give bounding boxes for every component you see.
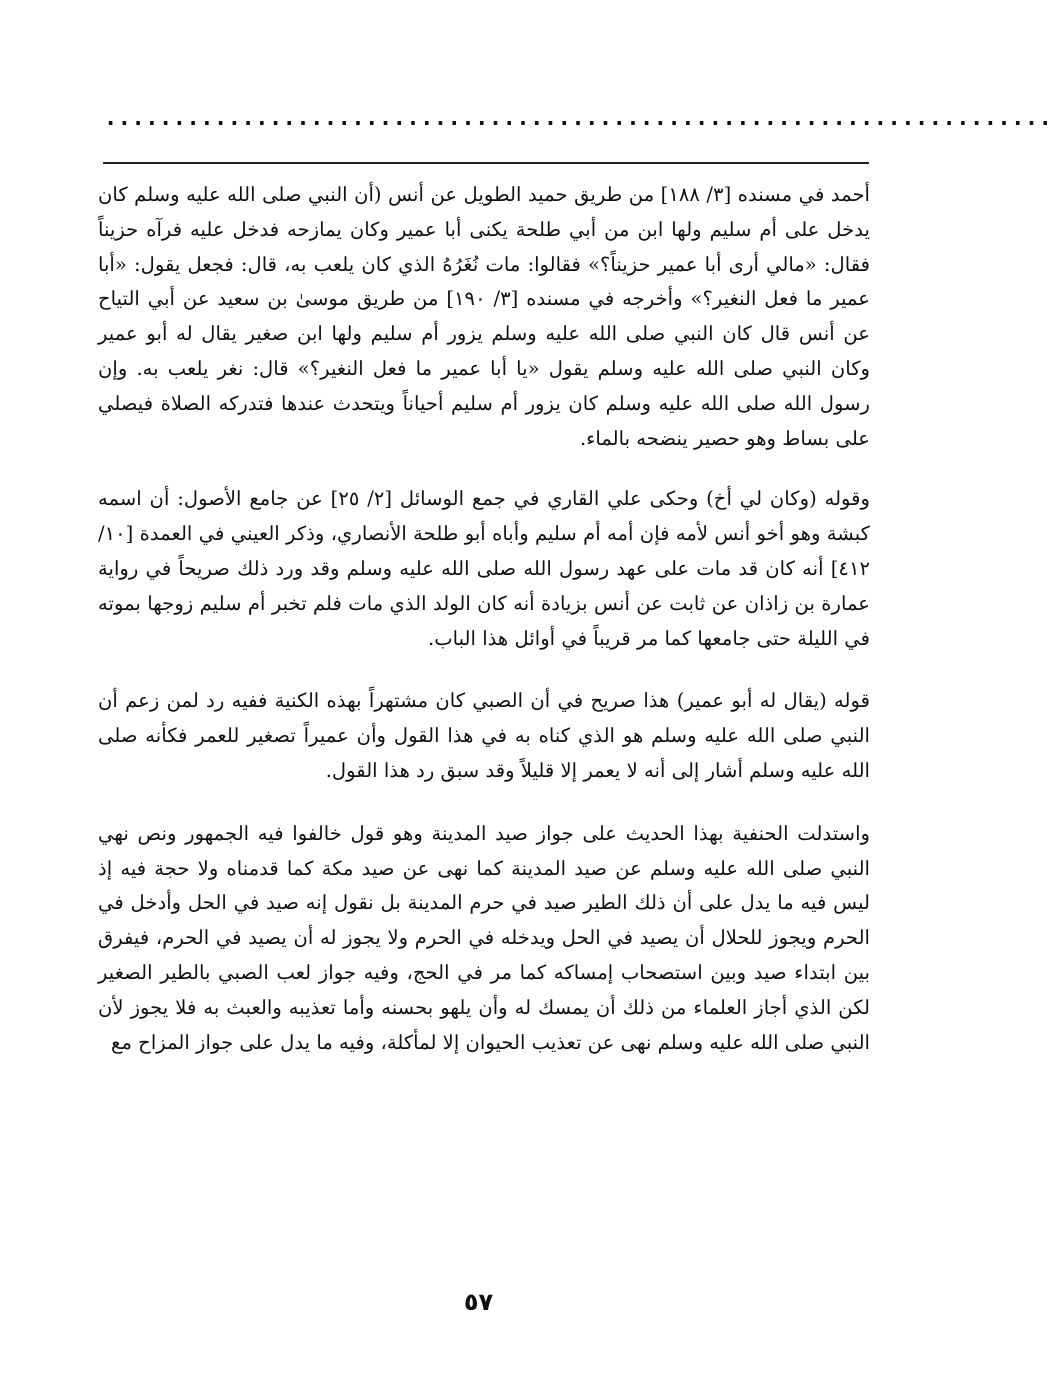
paragraph-1: أحمد في مسنده [٣/ ١٨٨] من طريق حميد الطويل عن أنس (أن النبي صلى الله عليه وسلم كان يدخل على أم سليم ولها ابن من أبي طلحة يكنى أبا عمير وكان يمازحه فدخل عليه فرآه حزيناً فقال: «مالي أرى أبا عمير حزيناً؟» فقالوا: مات نُغَرُهُ الذي كان يلعب به، قال: فجعل يقول: «أبا عمير ما فعل النغير؟» وأخرجه في مسنده [٣/ ١٩٠] من طريق موسىٰ بن سعيد عن أبي التياح عن أنس قال كان النبي صلى الله عليه وسلم يزور أم سليم ولها ابن صغير يقال له أبو عمير وكان النبي صلى الله عليه وسلم يقول «يا أبا عمير ما فعل النغير؟» قال: نغر يلعب به. وإن رسول الله صلى الله عليه وسلم كان يزور أم سليم أحياناً ويتحدث عندها فتدركه الصلاة فيصلي على بساط وهو حصير ينضحه بالماء.: [98, 183, 871, 450]
paragraph-2: وقوله (وكان لي أخ) وحكى علي القاري في جمع الوسائل [٢/ ٢٥] عن جامع الأصول: أن اسمه كبشة وهو أخو أنس لأمه فإن أمه أم سليم وأباه أبو طلحة الأنصاري، وذكر العيني في العمدة [١٠/ ٤١٢] أنه كان قد مات على عهد رسول الله صلى الله عليه وسلم وقد ورد ذلك صريحاً في رواية عمارة بن زاذان عن ثابت عن أنس بزيادة أنه كان الولد الذي مات فلم تخبر أم سليم زوجها بموته في الليلة حتى جامعها كما مر قريباً في أوائل هذا الباب.: [98, 487, 870, 650]
horizontal-rule: [103, 162, 869, 164]
footnote-dotted-separator: .....................................................................: [104, 106, 1052, 131]
paragraph-3: قوله (يقال له أبو عمير) هذا صريح في أن الصبي كان مشتهراً بهذه الكنية ففيه رد لمن زعم أن النبي صلى الله عليه وسلم هو الذي كناه به في هذا القول وأن عميراً تصغير للعمر فكأنه صلى الله عليه وسلم أشار إلى أنه لا يعمر إلا قليلاً وقد سبق رد هذا القول.: [98, 689, 870, 782]
page-number: ٥٧: [463, 1288, 494, 1316]
paragraph-4: واستدلت الحنفية بهذا الحديث على جواز صيد المدينة وهو قول خالفوا فيه الجمهور ونص نهي النبي صلى الله عليه وسلم عن صيد المدينة كما نهى عن صيد مكة كما قدمناه ولا حجة فيه إذ ليس فيه ما يدل على أن ذلك الطير صيد في حرم المدينة بل نقول إنه صيد في الحل وأدخل في الحرم ويجوز للحلال أن يصيد في الحل ويدخله في الحرم ولا يجوز له أن يصيد في الحرم، فيفرق بين ابتداء صيد وبين استصحاب إمساكه كما مر في الحج، وفيه جواز لعب الصبي بالطير الصغير لكن الذي أجاز العلماء من ذلك أن يمسك له وأن يلهو بحسنه وأما تعذيبه والعبث به فلا يجوز لأن النبي صلى الله عليه وسلم نهى عن تعذيب الحيوان إلا لمأكلة، وفيه ما يدل على جواز المزاح مع: [98, 821, 870, 1054]
main-text: [98, 178, 870, 1088]
